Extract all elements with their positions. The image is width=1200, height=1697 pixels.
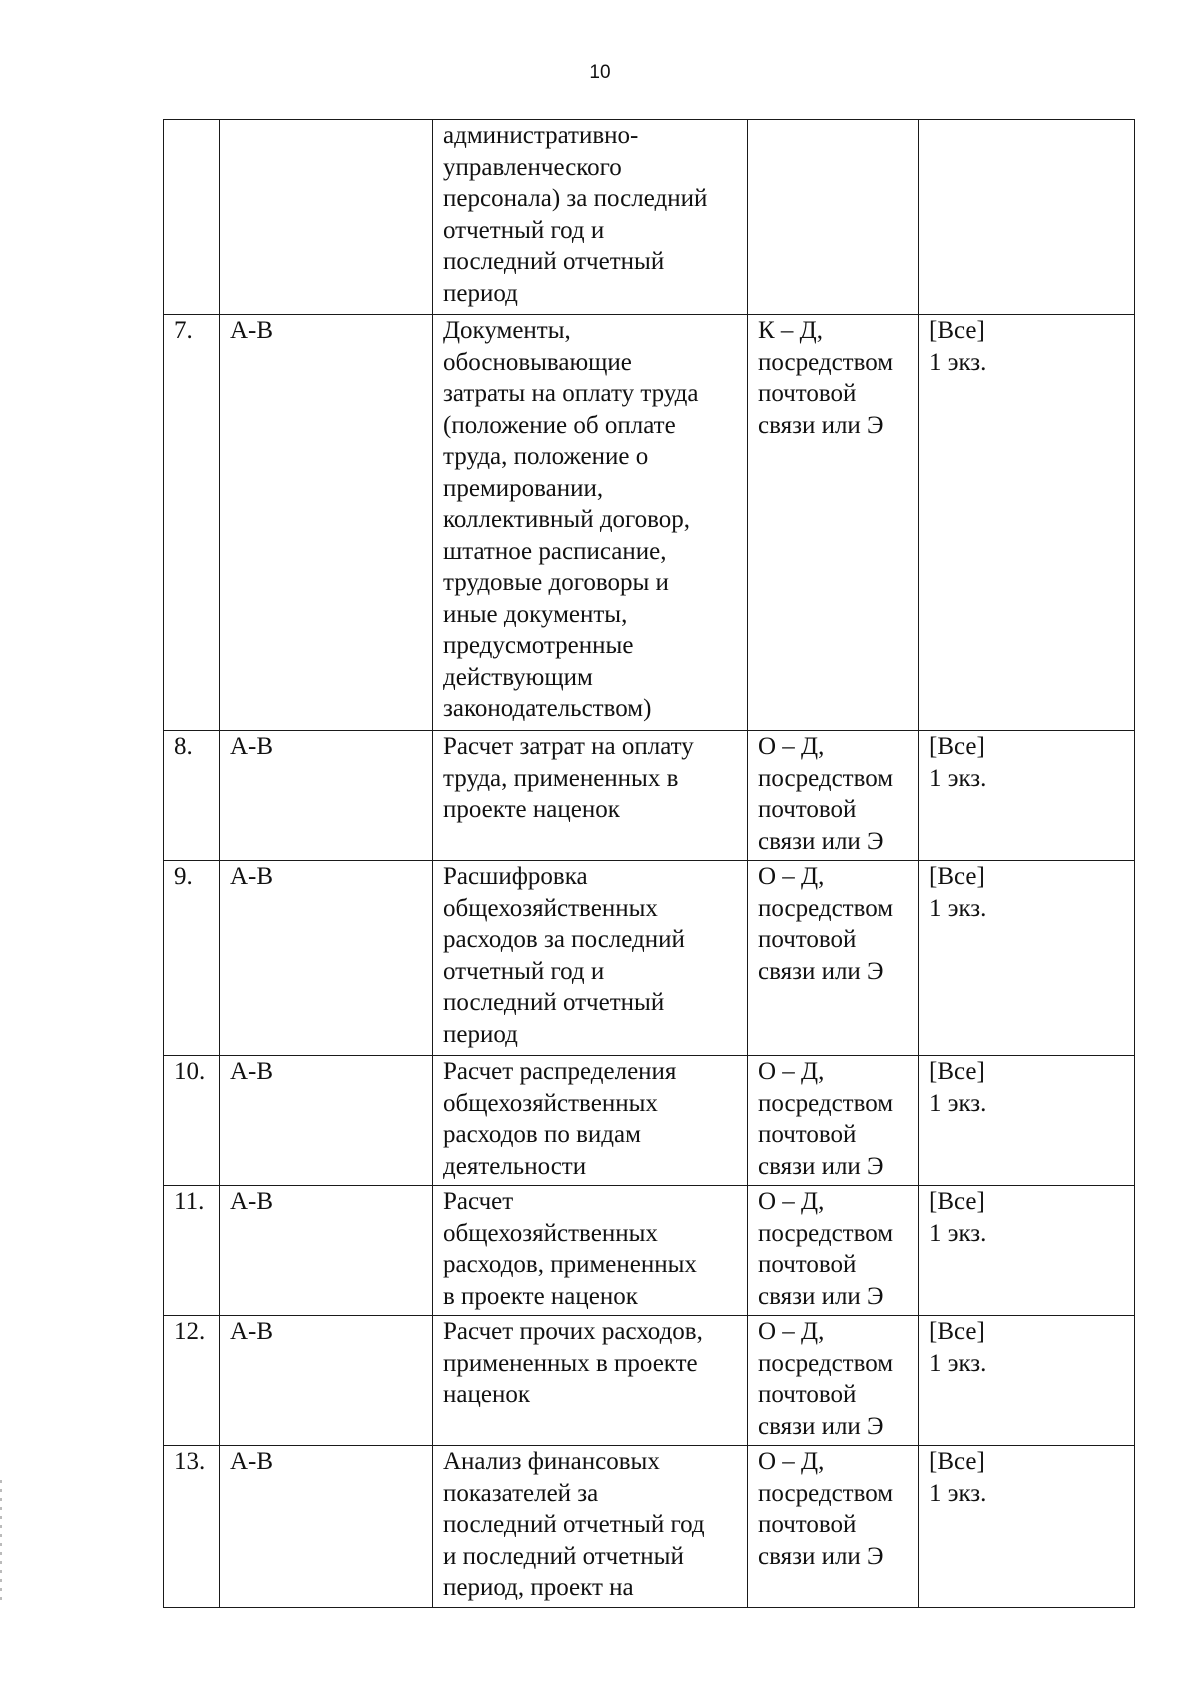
copies-cell: [Все] 1 экз. bbox=[919, 315, 1135, 731]
document-name-cell: Расшифровка общехозяйственных расходов за последний отчетный год и последний отчетный период bbox=[433, 861, 748, 1056]
submission-form-cell: О – Д, посредством почтовой связи или Э bbox=[748, 1446, 919, 1608]
submission-form-cell: О – Д, посредством почтовой связи или Э bbox=[748, 861, 919, 1056]
table-row bbox=[164, 1056, 1135, 1186]
copies-cell: [Все] 1 экз. bbox=[919, 1056, 1135, 1186]
code-cell: А-В bbox=[220, 1316, 433, 1446]
row-number-cell: 7. bbox=[164, 315, 220, 731]
table-row bbox=[164, 861, 1135, 1056]
document-name-cell: Расчет прочих расходов, примененных в проекте наценок bbox=[433, 1316, 748, 1446]
table-row bbox=[164, 731, 1135, 861]
code-cell: А-В bbox=[220, 861, 433, 1056]
row-number-cell bbox=[164, 120, 220, 315]
documents-table bbox=[163, 119, 1135, 1608]
row-number-cell: 8. bbox=[164, 731, 220, 861]
code-cell bbox=[220, 120, 433, 315]
row-number-cell: 9. bbox=[164, 861, 220, 1056]
copies-cell: [Все] 1 экз. bbox=[919, 1186, 1135, 1316]
code-cell: А-В bbox=[220, 1056, 433, 1186]
page-number: 10 bbox=[589, 62, 611, 83]
document-name-cell: Анализ финансовых показателей за последний отчетный год и последний отчетный период, проект на bbox=[433, 1446, 748, 1608]
table-row bbox=[164, 1186, 1135, 1316]
document-name-cell: Расчет распределения общехозяйственных расходов по видам деятельности bbox=[433, 1056, 748, 1186]
submission-form-cell: К – Д, посредством почтовой связи или Э bbox=[748, 315, 919, 731]
copies-cell: [Все] 1 экз. bbox=[919, 1446, 1135, 1608]
row-number-cell: 12. bbox=[164, 1316, 220, 1446]
table-row bbox=[164, 1316, 1135, 1446]
copies-cell: [Все] 1 экз. bbox=[919, 1316, 1135, 1446]
row-number-cell: 11. bbox=[164, 1186, 220, 1316]
submission-form-cell: О – Д, посредством почтовой связи или Э bbox=[748, 1186, 919, 1316]
submission-form-cell: О – Д, посредством почтовой связи или Э bbox=[748, 1316, 919, 1446]
submission-form-cell: О – Д, посредством почтовой связи или Э bbox=[748, 1056, 919, 1186]
copies-cell: [Все] 1 экз. bbox=[919, 861, 1135, 1056]
document-name-cell: Документы, обосновывающие затраты на оплату труда (положение об оплате труда, положение о премировании, коллективный договор, штатное расписание, трудовые договоры и иные документы, предусмотренные действующим законодательством) bbox=[433, 315, 748, 731]
document-name-cell: Расчет затрат на оплату труда, примененных в проекте наценок bbox=[433, 731, 748, 861]
code-cell: А-В bbox=[220, 1446, 433, 1608]
scan-edge-mark bbox=[0, 1480, 2, 1600]
row-number-cell: 13. bbox=[164, 1446, 220, 1608]
code-cell: А-В bbox=[220, 1186, 433, 1316]
code-cell: А-В bbox=[220, 731, 433, 861]
table-row bbox=[164, 120, 1135, 315]
row-number-cell: 10. bbox=[164, 1056, 220, 1186]
copies-cell bbox=[919, 120, 1135, 315]
submission-form-cell: О – Д, посредством почтовой связи или Э bbox=[748, 731, 919, 861]
table-row bbox=[164, 315, 1135, 731]
table-row bbox=[164, 1446, 1135, 1608]
document-name-cell: административно- управленческого персонала) за последний отчетный год и последний отчетный период bbox=[433, 120, 748, 315]
copies-cell: [Все] 1 экз. bbox=[919, 731, 1135, 861]
code-cell: А-В bbox=[220, 315, 433, 731]
document-name-cell: Расчет общехозяйственных расходов, примененных в проекте наценок bbox=[433, 1186, 748, 1316]
submission-form-cell bbox=[748, 120, 919, 315]
